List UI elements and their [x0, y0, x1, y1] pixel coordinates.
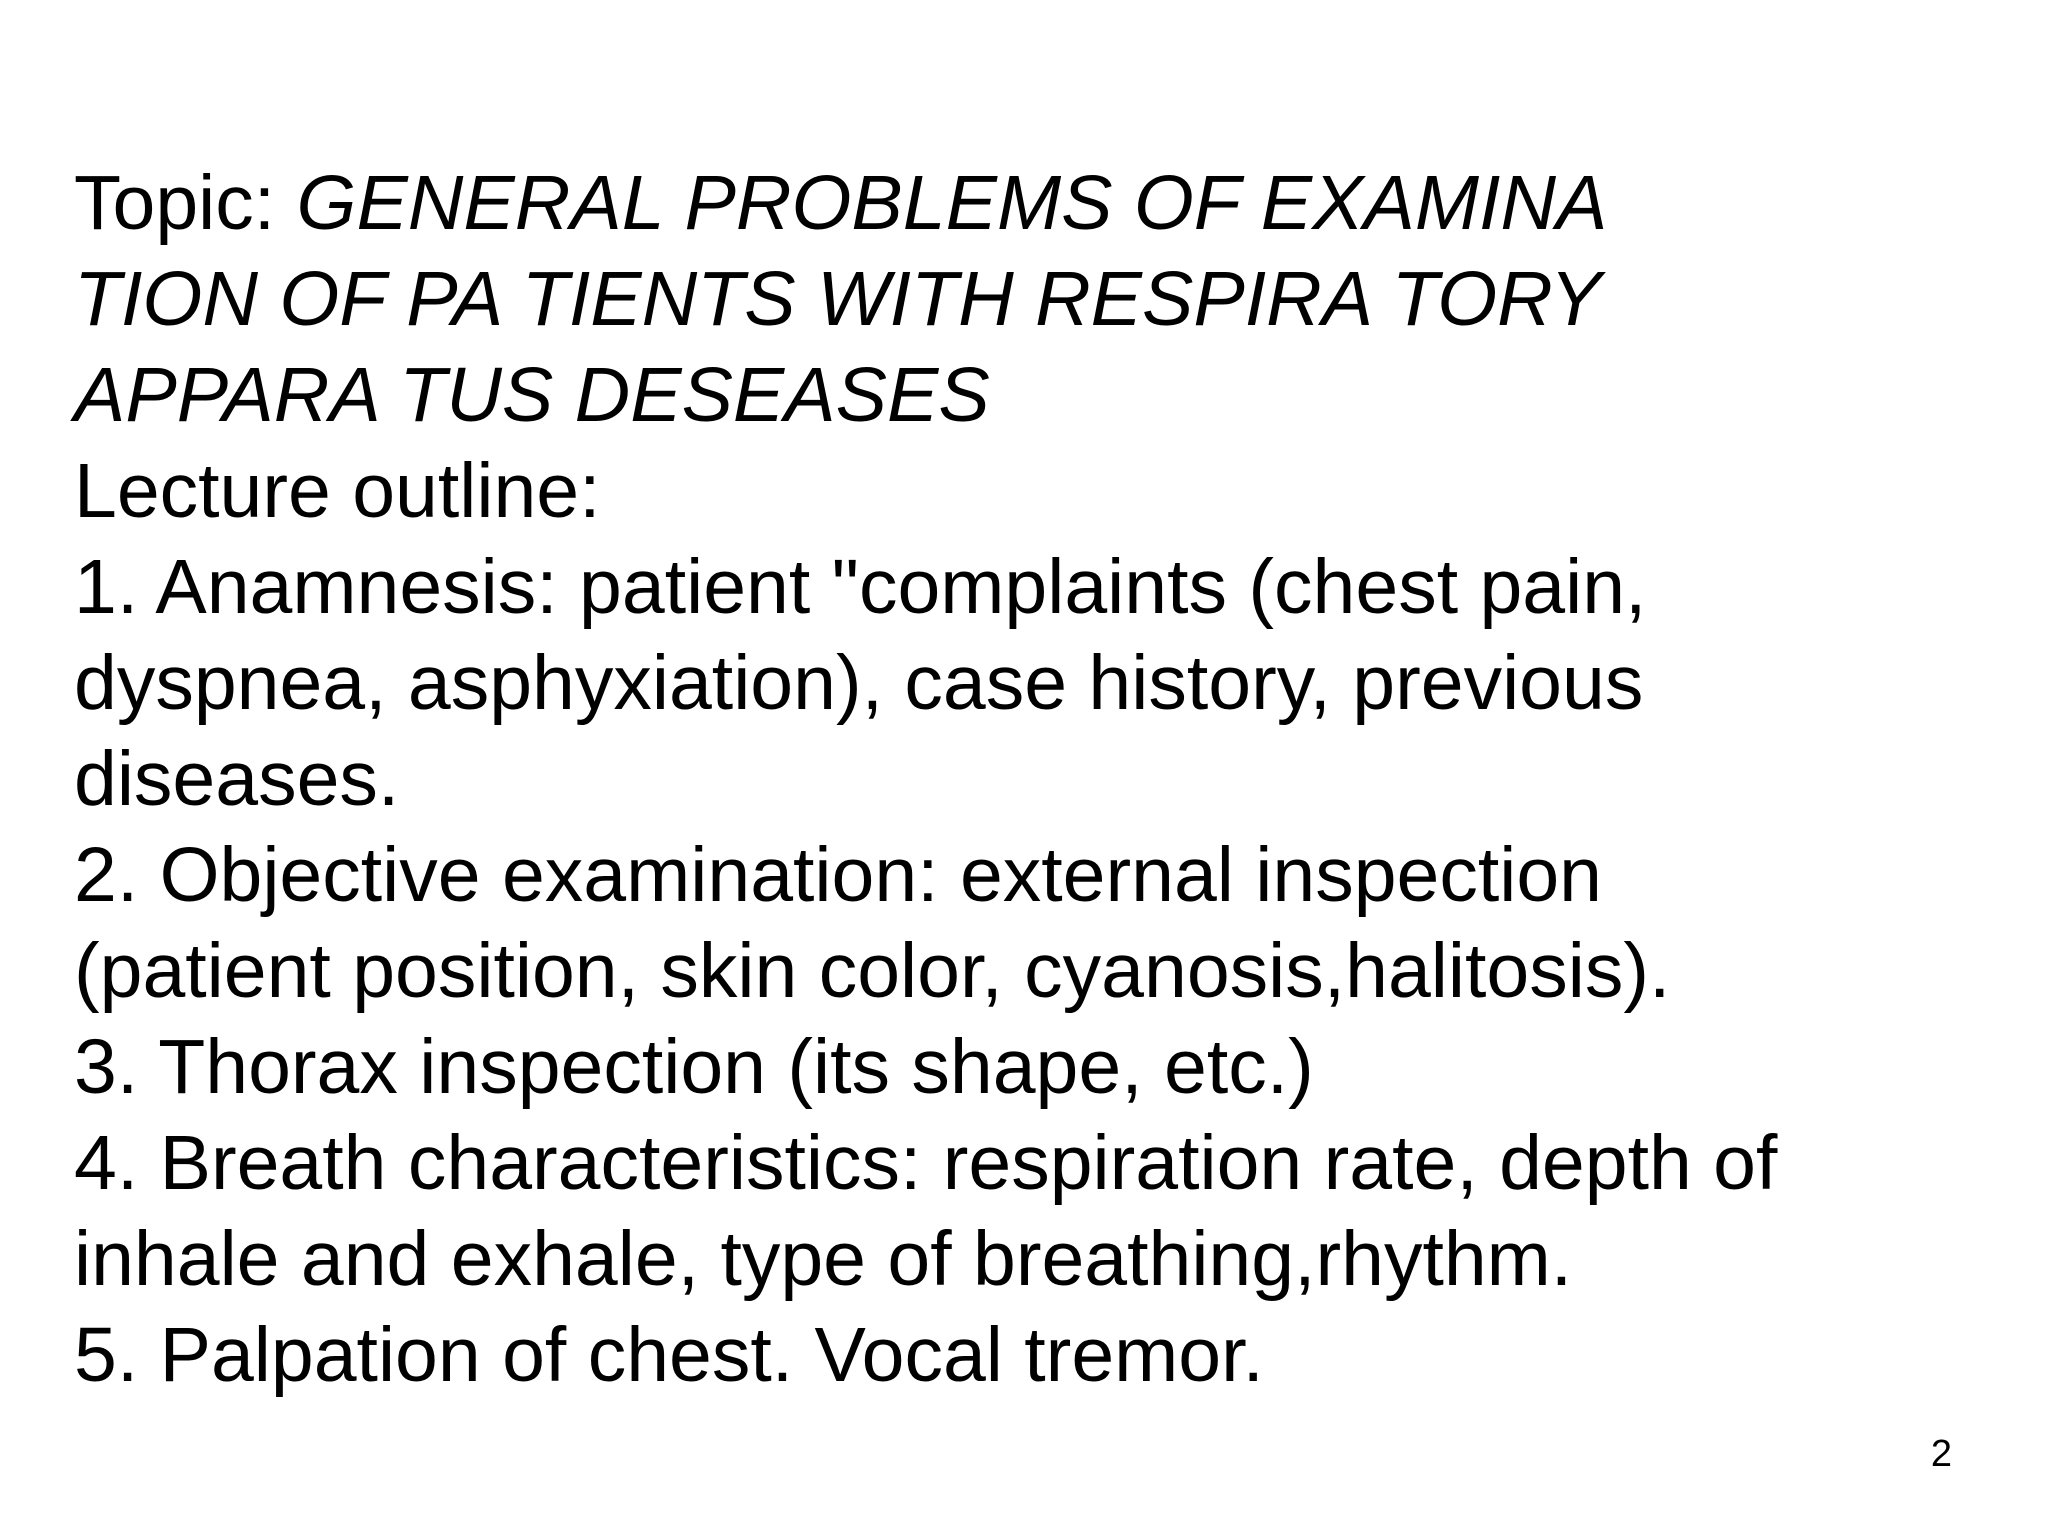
outline-line-5: (patient position, skin color, cyanosis,halitosis).: [74, 928, 1671, 1014]
outline-line-9: 5. Palpation of chest. Vocal tremor.: [74, 1312, 1264, 1398]
slide-content: [74, 155, 1974, 1403]
outline-line-3: diseases.: [74, 736, 400, 822]
outline-line-1: 1. Anamnesis: patient "complaints (chest pain,: [74, 544, 1647, 630]
outline-line-6: 3. Thorax inspection (its shape, etc.): [74, 1024, 1314, 1110]
outline-line-7: 4. Breath characteristics: respiration rate, depth of: [74, 1120, 1778, 1206]
outline-line-4: 2. Objective examination: external inspection: [74, 832, 1603, 918]
outline-line-2: dyspnea, asphyxiation), case history, previous: [74, 640, 1644, 726]
lecture-outline-label: Lecture outline:: [74, 448, 601, 534]
topic-title-line-3: APPARA TUS DESEASES: [74, 352, 990, 438]
topic-title-line-1: GENERAL PROBLEMS OF EXAMINA: [296, 160, 1608, 246]
outline-line-8: inhale and exhale, type of breathing,rhythm.: [74, 1216, 1573, 1302]
topic-prefix: Topic:: [74, 160, 297, 246]
topic-line-1: [74, 155, 1974, 251]
page-number: 2: [1930, 1433, 1952, 1475]
topic-title-line-2: TION OF PA TIENTS WITH RESPIRA TORY: [74, 256, 1602, 342]
